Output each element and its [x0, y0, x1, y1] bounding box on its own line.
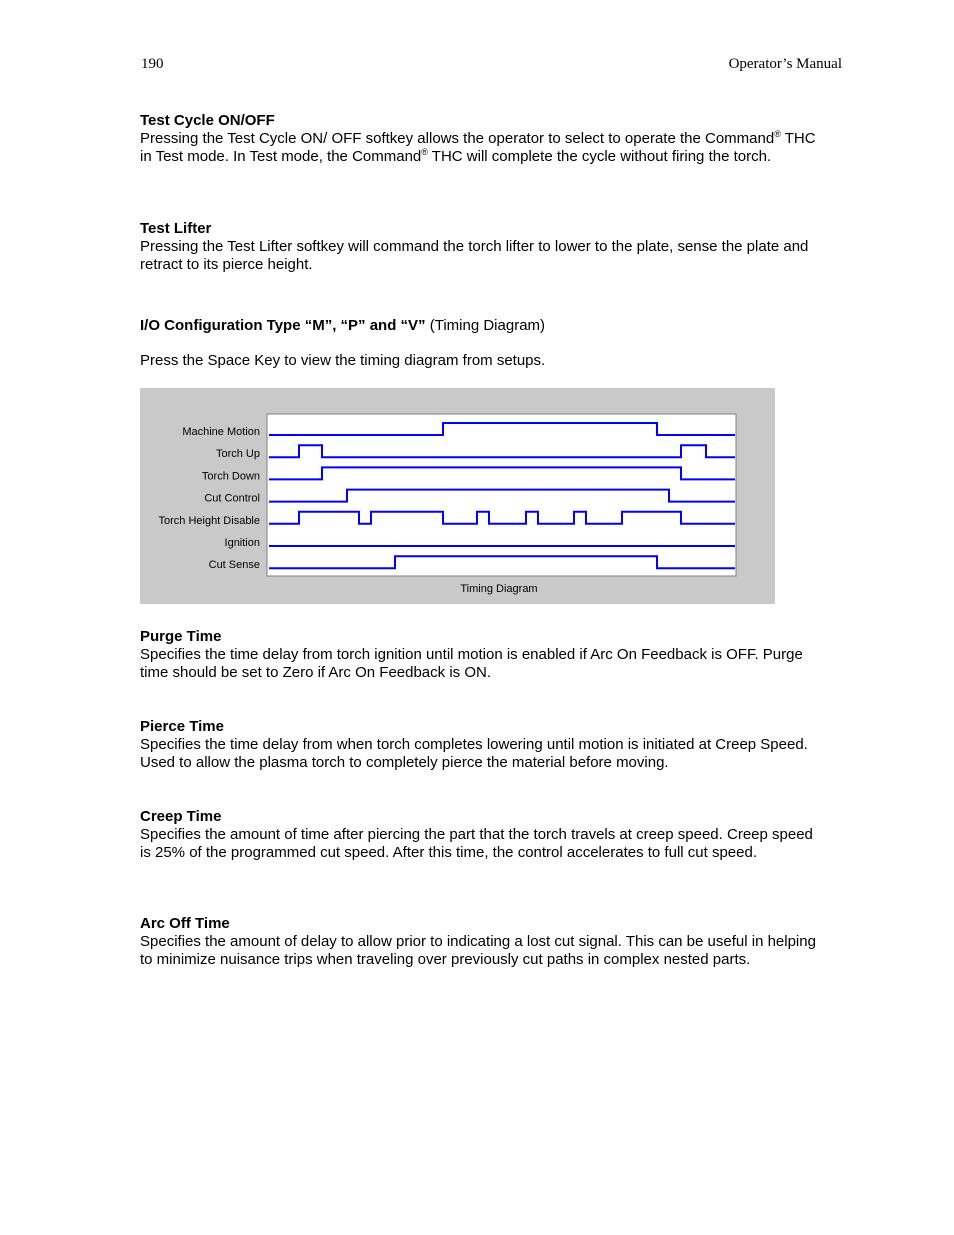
section-arc-off-time: [140, 915, 820, 969]
signal-label: Cut Control: [204, 492, 260, 505]
section-title: Arc Off Time: [140, 915, 230, 932]
section-body: Press the Space Key to view the timing diagram from setups.: [140, 352, 546, 369]
section-title-suffix: (Timing Diagram): [425, 317, 546, 334]
section-test-lifter: [140, 220, 820, 274]
section-heading-line: [140, 317, 820, 335]
signal-label: Torch Down: [201, 470, 260, 483]
signal-label: Cut Sense: [208, 559, 260, 572]
page-header: [141, 56, 842, 76]
section-body: Specifies the time delay from torch ignition until motion is enabled if Arc On Feedback is OFF. Purge time should be set to Zero if Arc On Feedback is ON.: [140, 646, 803, 681]
signal-label: Torch Up: [215, 448, 260, 461]
registered-mark: ®: [774, 129, 781, 139]
section-title: Pierce Time: [140, 718, 224, 735]
registered-mark: ®: [421, 147, 428, 157]
diagram-caption: Timing Diagram: [460, 583, 538, 595]
section-body: Specifies the time delay from when torch completes lowering until motion is initiated at Creep Speed. Used to allow the plasma torch to completely pierce the material before moving.: [140, 736, 808, 771]
section-title: Creep Time: [140, 808, 222, 825]
section-io-config: [140, 317, 820, 370]
section-body: Pressing the Test Lifter softkey will command the torch lifter to lower to the plate, sense the plate and retract to its pierce height.: [140, 238, 809, 273]
section-pierce-time: [140, 718, 820, 772]
section-body: Specifies the amount of delay to allow prior to indicating a lost cut signal. This can be useful in helping to minimize nuisance trips when traveling over previously cut paths in complex nested parts.: [140, 933, 816, 968]
plot-area: [267, 414, 736, 576]
signal-label: Machine Motion: [182, 426, 260, 438]
page-number: 190: [141, 56, 164, 72]
header-title: Operator’s Manual: [728, 56, 842, 72]
signal-label: Torch Height Disable: [158, 514, 260, 527]
section-test-cycle: [140, 112, 820, 166]
section-body: Specifies the amount of time after piercing the part that the torch travels at creep speed. Creep speed is 25% of the programmed cut speed. After this time, the control accelerates to full cut speed.: [140, 826, 813, 861]
section-title: I/O Configuration Type “M”, “P” and “V”: [140, 317, 426, 334]
timing-diagram-svg: [140, 388, 775, 604]
timing-diagram: [140, 388, 775, 604]
section-title: Test Lifter: [140, 220, 212, 237]
section-creep-time: [140, 808, 820, 862]
section-purge-time: [140, 628, 820, 682]
section-title: Purge Time: [140, 628, 222, 645]
signal-label: Ignition: [224, 537, 260, 549]
section-body: Pressing the Test Cycle ON/ OFF softkey allows the operator to select to operate the Command® THC in Test mode. In Test mode, the Command® THC will complete the cycle without firing the torch.: [140, 129, 816, 165]
section-title: Test Cycle ON/OFF: [140, 112, 275, 129]
